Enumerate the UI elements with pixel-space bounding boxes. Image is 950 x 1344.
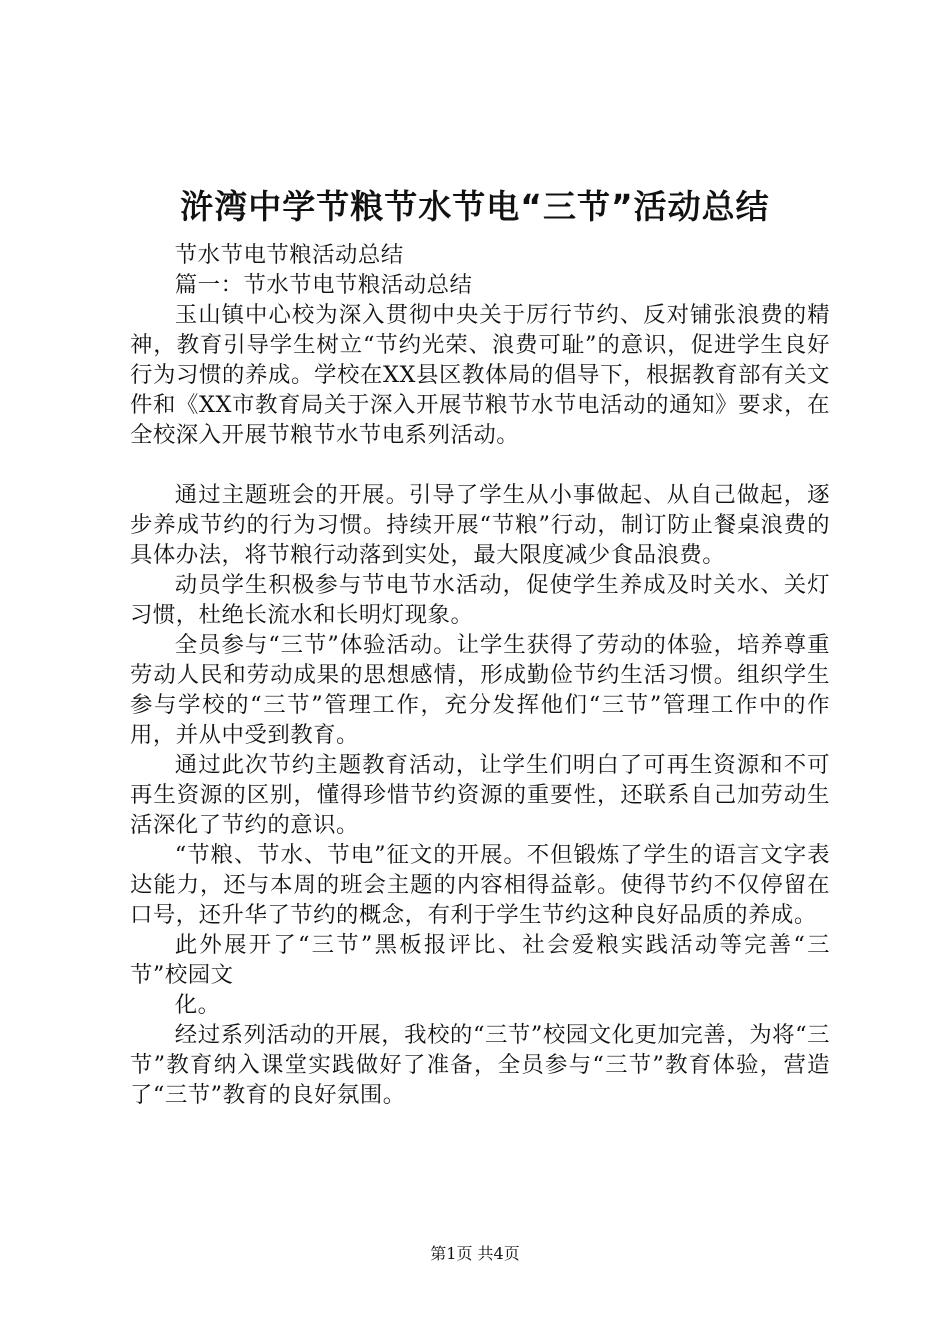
body-paragraph: 化。 bbox=[174, 992, 221, 1018]
body-paragraph: 全员参与“三节”体验活动。让学生获得了劳动的体验，培养尊重劳动人民和劳动成果的思想感情，形成勤俭节约生活习惯。组织学生参与学校的“三节”管理工作，充分发挥他们“三节”管理工作中的作用，并从中受到教育。 bbox=[130, 632, 830, 748]
body-paragraph: “节粮、节水、节电”征文的开展。不但锻炼了学生的语言文字表达能力，还与本周的班会主题的内容相得益彰。使得节约不仅停留在口号，还升华了节约的概念，有利于学生节约这种良好品质的养成。 bbox=[130, 842, 830, 928]
body-paragraph: 通过此次节约主题教育活动，让学生们明白了可再生资源和不可再生资源的区别，懂得珍惜节约资源的重要性，还联系自己加劳动生活深化了节约的意识。 bbox=[130, 752, 830, 838]
document-body bbox=[130, 240, 830, 1110]
section-heading: 篇一：节水节电节粮活动总结 bbox=[174, 272, 473, 298]
page-indicator: 第1页 共4页 bbox=[430, 1244, 520, 1263]
page-title: 浒湾中学节粮节水节电“三节”活动总结 bbox=[180, 187, 770, 226]
page-footer bbox=[0, 1243, 950, 1265]
body-paragraph: 动员学生积极参与节电节水活动，促使学生养成及时关水、关灯习惯，杜绝长流水和长明灯现象。 bbox=[130, 572, 830, 628]
body-paragraph: 此外展开了“三节”黑板报评比、社会爱粮实践活动等完善“三节”校园文 bbox=[130, 932, 830, 988]
body-paragraph: 玉山镇中心校为深入贯彻中央关于厉行节约、反对铺张浪费的精神，教育引导学生树立“节约光荣、浪费可耻”的意识，促进学生良好行为习惯的养成。学校在XX县区教体局的倡导下，根据教育部有关文件和《XX市教育局关于深入开展节粮节水节电活动的通知》要求，在全校深入开展节粮节水节电系列活动。 bbox=[130, 302, 830, 448]
body-paragraph: 经过系列活动的开展，我校的“三节”校园文化更加完善，为将“三节”教育纳入课堂实践做好了准备，全员参与“三节”教育体验，营造了“三节”教育的良好氛围。 bbox=[130, 1022, 830, 1108]
subtitle-paragraph: 节水节电节粮活动总结 bbox=[174, 242, 404, 268]
body-paragraph: 通过主题班会的开展。引导了学生从小事做起、从自己做起，逐步养成节约的行为习惯。持续开展“节粮”行动，制订防止餐桌浪费的具体办法，将节粮行动落到实处，最大限度减少食品浪费。 bbox=[130, 482, 830, 568]
